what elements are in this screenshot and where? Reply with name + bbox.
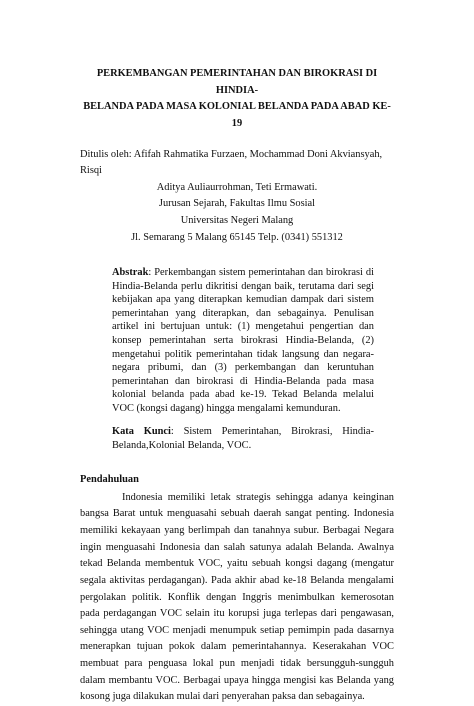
authors-line-2: Aditya Auliaurrohman, Teti Ermawati. (156, 181, 318, 193)
author-university: Universitas Negeri Malang (180, 215, 294, 227)
paper-title (80, 66, 394, 133)
keywords (112, 425, 374, 452)
abstract-label: Abstrak (112, 267, 149, 279)
author-department: Jurusan Sejarah, Fakultas Ilmu Sosial (158, 198, 316, 210)
abstract-text: : Perkembangan sistem pemerintahan dan birokrasi di Hindia-Belanda perlu dikritisi dengan baik, terutama dari segi kebijakan apa yang diterapkan kemudian dampak dari sistem pemerintahan yang diterapkan, dan sebagainya. Penulisan artikel ini bertujuan untuk: (1) mengetahui pengertian dan konsep pemerintahan serta birokrasi Hindia-Belanda, (2) mengetahui politik pemerintahan tidak langsung dan negara-negara pribumi, dan (3) perkembangan dan keruntuhan pemerintahan dan birokrasi di Hindia-Belanda pada masa kolonial belanda pada abad ke-19. Tekad Belanda melalui VOC (kongsi dagang) hingga mengalami kemunduran. (112, 267, 374, 414)
keywords-label: Kata Kunci (112, 426, 171, 438)
author-address: Jl. Semarang 5 Malang 65145 Telp. (0341) 551312 (131, 231, 343, 243)
introduction-paragraph: Indonesia memiliki letak strategis sehingga adanya keinginan bangsa Barat untuk menguasahi sebuah daerah sangat penting. Indonesia memiliki kekayaan yang berlimpah dan tanahnya subur. Berbagai Negara ingin menguasahi Indonesia dan salah satunya adalah Belanda. Awalnya tekad Belanda membentuk VOC, yaitu sebuah kongsi dagang (mengatur segala aktivitas perdagangan). Pada akhir abad ke-18 Belanda mengalami pergolakan politik. Konflik dengan Inggris menimbulkan kemerosotan pada perdagangan VOC selain itu korupsi juga terlepas dari pengawasan, sehingga utang VOC menjadi menumpuk setiap pemimpin pada dasarnya menerapkan tujuan pokok dalam pemerintahannya. Keserakahan VOC membuat para penguasa lokal pun menjadi tidak bersungguh-sungguh dalam membantu VOC. Berbagai upaya hingga mengisi kas Belanda yang kosong juga dilakukan mulai dari penyerahan paksa dan sebagainya. (80, 491, 394, 703)
abstract (112, 266, 374, 415)
authors-line-1: Ditulis oleh: Afifah Rahmatika Furzaen, Mochammad Doni Akviansyah, Risqi (80, 148, 383, 177)
paper-title-line-1: PERKEMBANGAN PEMERINTAHAN DAN BIROKRASI DI HINDIA- (96, 68, 378, 96)
author-block (80, 147, 394, 247)
keywords-text: : Sistem Pemerintahan, Birokrasi, Hindia-Belanda,Kolonial Belanda, VOC. (112, 426, 374, 451)
section-heading-introduction: Pendahuluan (80, 474, 139, 486)
paper-title-line-2: BELANDA PADA MASA KOLONIAL BELANDA PADA ABAD KE-19 (83, 101, 391, 129)
